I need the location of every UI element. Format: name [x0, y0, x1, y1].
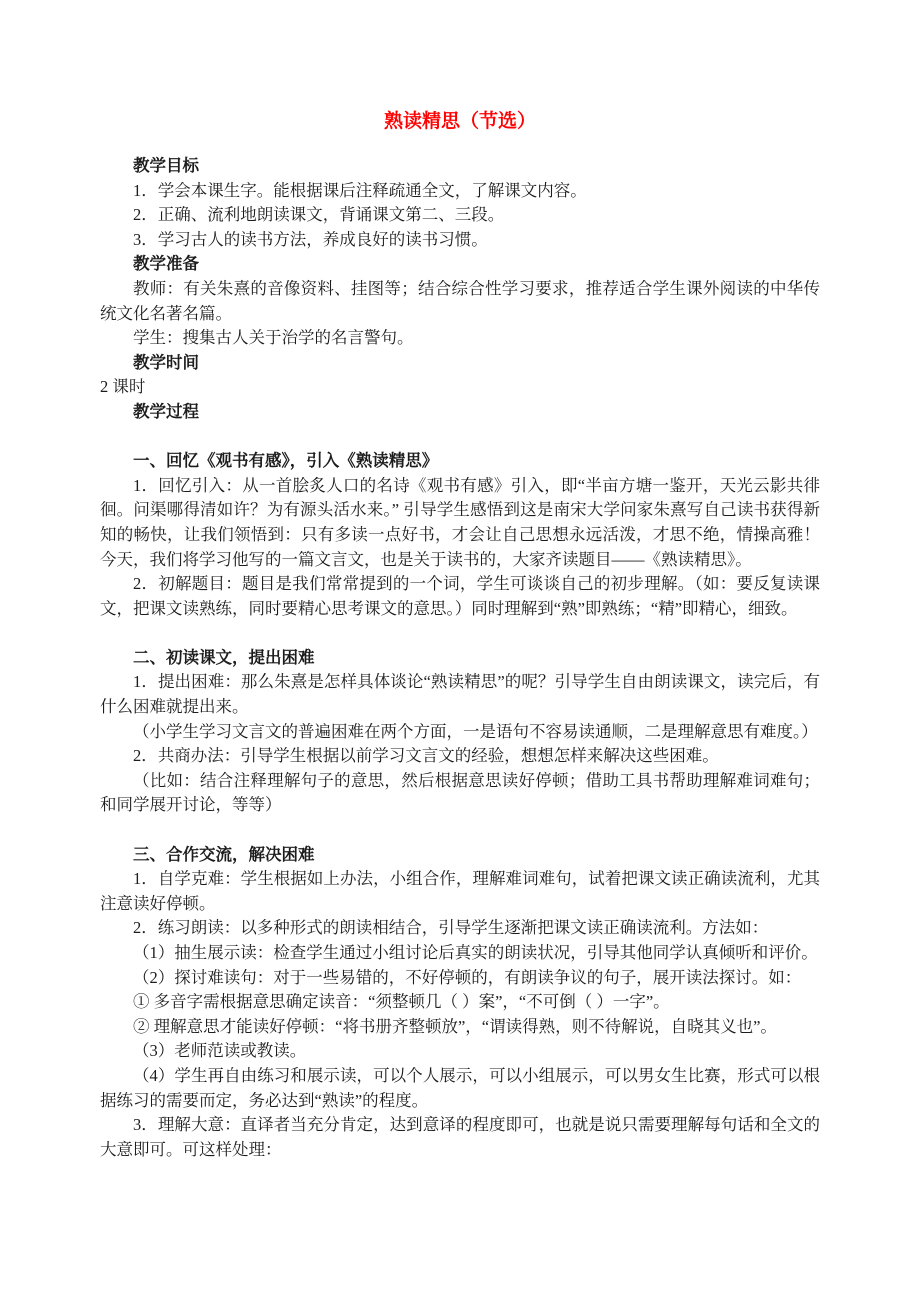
section-heading: 二、初读课文，提出困难: [133, 647, 315, 667]
paragraph: 1．回忆引入：从一首脍炙人口的名诗《观书有感》引入，即“半亩方塘一鉴开，天光云影共徘徊。问渠哪得清如许？为有源头活水来。” 引导学生感悟到这是南宋大学问家朱熹写自己读书获得新知的畅快，让我们领悟到：只有多读一点好书，才会让自己思想永远活泼，才思不绝，情操高雅！今天，我们将学习他写的一篇文言文，也是关于读书的，大家齐读题目——《熟读精思》。: [100, 475, 820, 569]
paragraph: （4）学生再自由练习和展示读，可以个人展示，可以小组展示，可以男女生比赛，形式可以根据练习的需要而定，务必达到“熟读”的程度。: [100, 1065, 820, 1110]
blank-line: [100, 621, 820, 646]
paragraph: （3）老师范读或教读。: [133, 1041, 307, 1061]
paragraph: 3．理解大意：直译者当充分肯定，达到意译的程度即可，也就是说只需要理解每句话和全文的大意即可。可这样处理：: [100, 1115, 820, 1159]
section-heading: 教学时间: [133, 352, 199, 372]
paragraph: 2．初解题目：题目是我们常常提到的一个词，学生可谈谈自己的初步理解。（如：要反复读课文，把课文读熟练，同时要精心思考课文的意思。）同时理解到“熟”即熟练；“精”即精心，细致。: [100, 574, 820, 618]
paragraph: 3．学习古人的读书方法，养成良好的读书习惯。: [133, 229, 488, 249]
paragraph: ② 理解意思才能读好停顿：“将书册齐整顿放”，“谓读得熟，则不待解说，自晓其义也”。: [133, 1016, 777, 1036]
paragraph: 1．自学克难：学生根据如上办法，小组合作，理解难词难句，试着把课文读正确读流利，尤其注意读好停顿。: [100, 869, 820, 913]
paragraph: 教师：有关朱熹的音像资料、挂图等；结合综合性学习要求，推荐适合学生课外阅读的中华传统文化名著名篇。: [100, 278, 820, 323]
section-heading: 教学目标: [133, 156, 199, 175]
section-heading: 一、回忆《观书有感》，引入《熟读精思》: [133, 451, 439, 471]
paragraph: 1．学会本课生字。能根据课后注释疏通全文，了解课文内容。: [133, 180, 587, 200]
paragraph: 2．正确、流利地朗读课文，背诵课文第二、三段。: [133, 205, 505, 225]
paragraph: 2 课时: [100, 377, 146, 397]
blank-line: [100, 818, 820, 843]
paragraph: （2）探讨难读句：对于一些易错的，不好停顿的，有朗读争议的句子，展开读法探讨。如：: [133, 967, 802, 987]
page-title: 熟读精思（节选）: [383, 111, 536, 132]
section-heading: 教学过程: [133, 401, 199, 421]
paragraph: 2．练习朗读：以多种形式的朗读相结合，引导学生逐渐把课文读正确读流利。方法如：: [133, 918, 769, 938]
blank-line: [100, 425, 820, 450]
paragraph: 2．共商办法：引导学生根据以前学习文言文的经验，想想怎样来解决这些困难。: [133, 746, 719, 766]
paragraph: （比如：结合注释理解句子的意思，然后根据意思读好停顿；借助工具书帮助理解难词难句；和同学展开讨论，等等）: [100, 770, 820, 815]
paragraph: 1．提出困难：那么朱熹是怎样具体谈论“熟读精思”的呢？引导学生自由朗读课文，读完后，有什么困难就提出来。: [100, 672, 820, 717]
paragraph: （1）抽生展示读：检查学生通过小组讨论后真实的朗读状况，引导其他同学认真倾听和评价。: [133, 943, 818, 962]
paragraph: （小学生学习文言文的普遍困难在两个方面，一是语句不容易读通顺，二是理解意思有难度。）: [133, 721, 818, 741]
paragraph: ① 多音字需根据意思确定读音：“须整顿几（ ）案”，“不可倒（ ）一字”。: [133, 992, 670, 1012]
section-heading: 三、合作交流，解决困难: [133, 844, 315, 864]
section-heading: 教学准备: [133, 254, 199, 274]
document-body: [100, 154, 820, 1162]
paragraph: 学生：搜集古人关于治学的名言警句。: [133, 328, 414, 348]
